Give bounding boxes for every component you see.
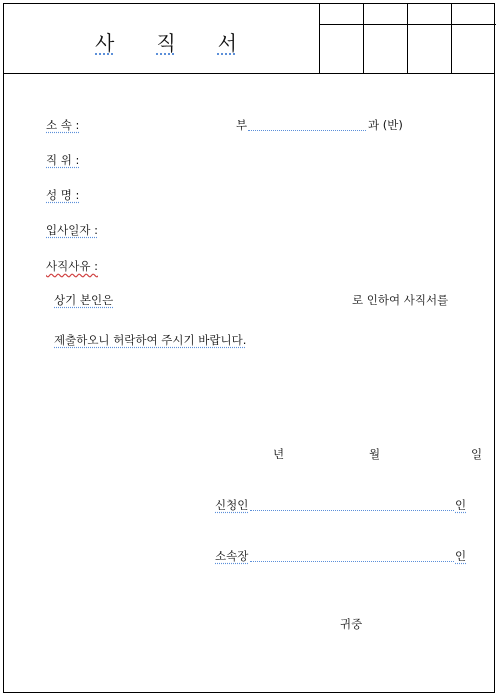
approval-cell[interactable] xyxy=(364,3,408,25)
title-char: 직 xyxy=(156,31,176,55)
body-line2: 제출하오니 허락하여 주시기 바랍니다. xyxy=(54,333,247,347)
recipient-label: 귀중 xyxy=(340,617,363,631)
body-line1-end: 로 인하여 사직서를 xyxy=(352,293,449,307)
approval-cell[interactable] xyxy=(408,3,452,25)
applicant-signature-line[interactable] xyxy=(250,510,454,511)
date-day: 일 xyxy=(471,447,483,461)
name-label: 성 명 : xyxy=(46,188,80,202)
body-line1-start: 상기 본인은 xyxy=(54,293,114,307)
title-char: 사 xyxy=(95,31,115,55)
department-input-line[interactable] xyxy=(248,130,366,131)
approval-cell[interactable] xyxy=(320,3,364,25)
department-label: 부 xyxy=(236,118,248,132)
document-title xyxy=(95,27,237,56)
date-month: 월 xyxy=(369,447,381,461)
applicant-seal: 인 xyxy=(455,498,467,512)
section-label: 과 (반) xyxy=(368,118,403,132)
approval-cell[interactable] xyxy=(452,3,496,25)
title-char: 서 xyxy=(217,31,237,55)
date-year: 년 xyxy=(273,447,285,461)
approval-cell[interactable] xyxy=(452,25,496,74)
manager-seal: 인 xyxy=(455,549,467,563)
approval-cell[interactable] xyxy=(364,25,408,74)
manager-label: 소속장 xyxy=(215,549,249,563)
document-frame xyxy=(3,3,495,693)
approval-cell[interactable] xyxy=(408,25,452,74)
affiliation-label: 소 속 : xyxy=(46,118,80,132)
resign-reason-label: 사직사유 : xyxy=(46,259,98,273)
join-date-label: 입사일자 : xyxy=(46,223,98,237)
position-label: 직 위 : xyxy=(46,153,80,167)
applicant-label: 신청인 xyxy=(215,498,249,512)
approval-cell[interactable] xyxy=(320,25,364,74)
approval-grid xyxy=(319,3,495,74)
manager-signature-line[interactable] xyxy=(250,561,454,562)
